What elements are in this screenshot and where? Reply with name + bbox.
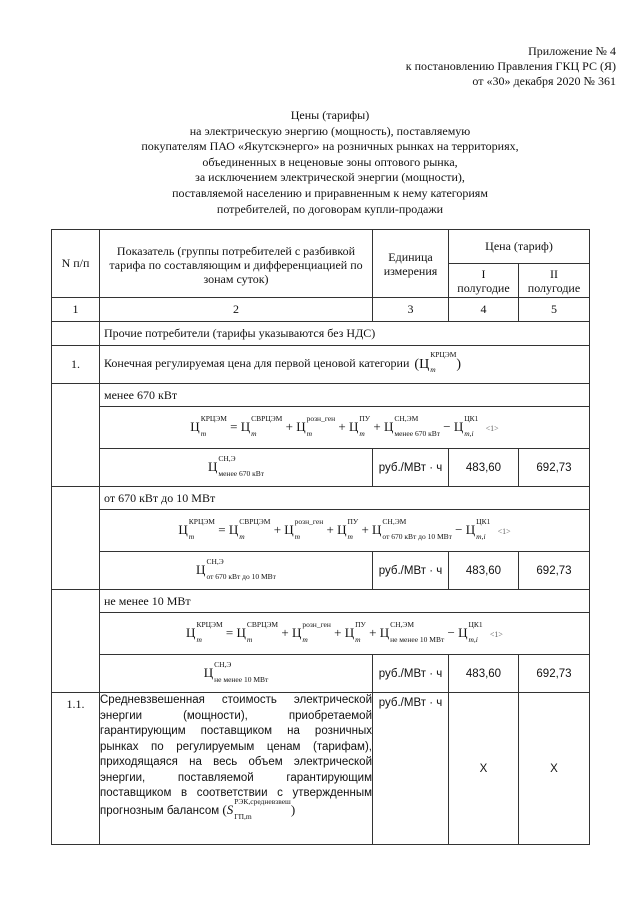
group-2-unit: руб./МВт · ч xyxy=(373,552,449,590)
header-unit: Единица измерения xyxy=(373,230,449,298)
group-1-symbol: Ц СН,Э менее 670 кВт xyxy=(100,449,373,487)
title-line-2: на электрическую энергию (мощность), поставляемую xyxy=(189,123,471,138)
other-consumers-label: Прочие потребители (тарифы указываются без НДС) xyxy=(100,322,590,346)
other-consumers-row xyxy=(52,322,590,346)
header-half-1-word: полугодие xyxy=(457,280,510,295)
col-num-5: 5 xyxy=(519,298,590,322)
group-3-h2: 692,73 xyxy=(519,655,590,693)
row-1-1-num: 1.1. xyxy=(52,693,100,845)
row-1-1-h2: X xyxy=(519,693,590,845)
row-1-num: 1. xyxy=(52,346,100,384)
header-indicator: Показатель (группы потребителей с разбивкой тарифа по составляющим и дифференциацией по зонам суток) xyxy=(100,230,373,298)
row-1-1 xyxy=(52,693,590,845)
col-num-3: 3 xyxy=(373,298,449,322)
row-1-text-cell xyxy=(100,346,590,384)
row-1-1-symbol: (S РЭК,средневзвеш ГП,m ) xyxy=(222,796,296,821)
group-2-label-row xyxy=(52,487,590,510)
group-2-formula-row xyxy=(52,510,590,552)
header-half-2-word: полугодие xyxy=(527,280,581,295)
annex-header xyxy=(406,44,616,89)
group-3-value-row xyxy=(52,655,590,693)
footnote-marker: <1> xyxy=(489,629,503,639)
header-half-1 xyxy=(449,264,519,298)
group-3-symbol: Ц СН,Э не менее 10 МВт xyxy=(100,655,373,693)
header-row xyxy=(52,230,590,264)
group-1-formula: Ц КРЦЭМ m = Ц СВРЦЭМ m + Ц розн_ген m + Ц ПУ m + Ц СН,ЭМ менее 670 кВт − Ц ЦК1 m,i <1> xyxy=(100,407,590,449)
header-half-1-roman: I xyxy=(481,266,486,281)
col-num-2: 2 xyxy=(100,298,373,322)
annex-resolution: к постановлению Правления ГКЦ РС (Я) xyxy=(405,59,616,73)
title-line-1: Цены (тарифы) xyxy=(290,108,370,122)
group-1-unit: руб./МВт · ч xyxy=(373,449,449,487)
group-2-h2: 692,73 xyxy=(519,552,590,590)
header-num: N п/п xyxy=(52,230,100,298)
col-num-1: 1 xyxy=(52,298,100,322)
group-1-value-row xyxy=(52,449,590,487)
group-2-value-row xyxy=(52,552,590,590)
group-3-label-row xyxy=(52,590,590,613)
group-1-label: менее 670 кВт xyxy=(100,384,590,407)
row-1-1-unit: руб./МВт · ч xyxy=(373,693,449,845)
annex-number: Приложение № 4 xyxy=(528,44,616,58)
group-3-formula: Ц КРЦЭМ m = Ц СВРЦЭМ m + Ц розн_ген m + Ц ПУ m + Ц СН,ЭМ не менее 10 МВт − Ц ЦК1 m,i <1> xyxy=(100,613,590,655)
annex-date: от «30» декабря 2020 № 361 xyxy=(472,74,616,88)
col-num-4: 4 xyxy=(449,298,519,322)
row-1-1-text: Средневзвешенная стоимость электрической энергии (мощности), приобретаемой гарантирующим поставщиком на розничных рынках по регулируемым ценам (тарифам), приходящаяся на весь объем электрической энергии, поставляемой гарантирующим поставщиком в соответствии с утвержденным прогнозным балансом xyxy=(100,694,372,817)
tariff-table xyxy=(51,229,590,845)
header-half-2-roman: II xyxy=(550,266,558,281)
row-1-1-h1: X xyxy=(449,693,519,845)
footnote-marker: <1> xyxy=(485,423,499,433)
group-3-label: не менее 10 МВт xyxy=(100,590,590,613)
header-half-2 xyxy=(519,264,590,298)
group-1-h1: 483,60 xyxy=(449,449,519,487)
group-1-label-row xyxy=(52,384,590,407)
group-3-h1: 483,60 xyxy=(449,655,519,693)
group-3-formula-row xyxy=(52,613,590,655)
title-line-4: объединенных в неценовые зоны оптового рынка, xyxy=(202,154,458,169)
title-line-5: за исключением электрической энергии (мощности), xyxy=(195,170,465,185)
row-1 xyxy=(52,346,590,384)
group-2-label: от 670 кВт до 10 МВт xyxy=(100,487,590,510)
group-3-unit: руб./МВт · ч xyxy=(373,655,449,693)
footnote-marker: <1> xyxy=(497,526,511,536)
row-1-text: Конечная регулируемая цена для первой ценовой категории xyxy=(104,356,410,371)
group-2-symbol: Ц СН,Э от 670 кВт до 10 МВт xyxy=(100,552,373,590)
group-1-h2: 692,73 xyxy=(519,449,590,487)
group-2-formula: Ц КРЦЭМ m = Ц СВРЦЭМ m + Ц розн_ген m + Ц ПУ m + Ц СН,ЭМ от 670 кВт до 10 МВт − Ц ЦК1 m,i <1> xyxy=(100,510,590,552)
group-2-h1: 483,60 xyxy=(449,552,519,590)
row-1-symbol: (Ц КРЦЭМ m ) xyxy=(414,350,462,375)
title-line-6: поставляемой населению и приравненным к нему категориям xyxy=(172,185,488,200)
column-numbers-row xyxy=(52,298,590,322)
row-1-1-text-cell xyxy=(100,693,373,845)
header-price: Цена (тариф) xyxy=(449,230,590,264)
title-line-3: покупателям ПАО «Якутскэнерго» на розничных рынках на территориях, xyxy=(141,139,519,154)
document-title xyxy=(60,108,600,217)
title-line-7: потребителей, по договорам купли-продажи xyxy=(216,201,444,216)
group-1-formula-row xyxy=(52,407,590,449)
